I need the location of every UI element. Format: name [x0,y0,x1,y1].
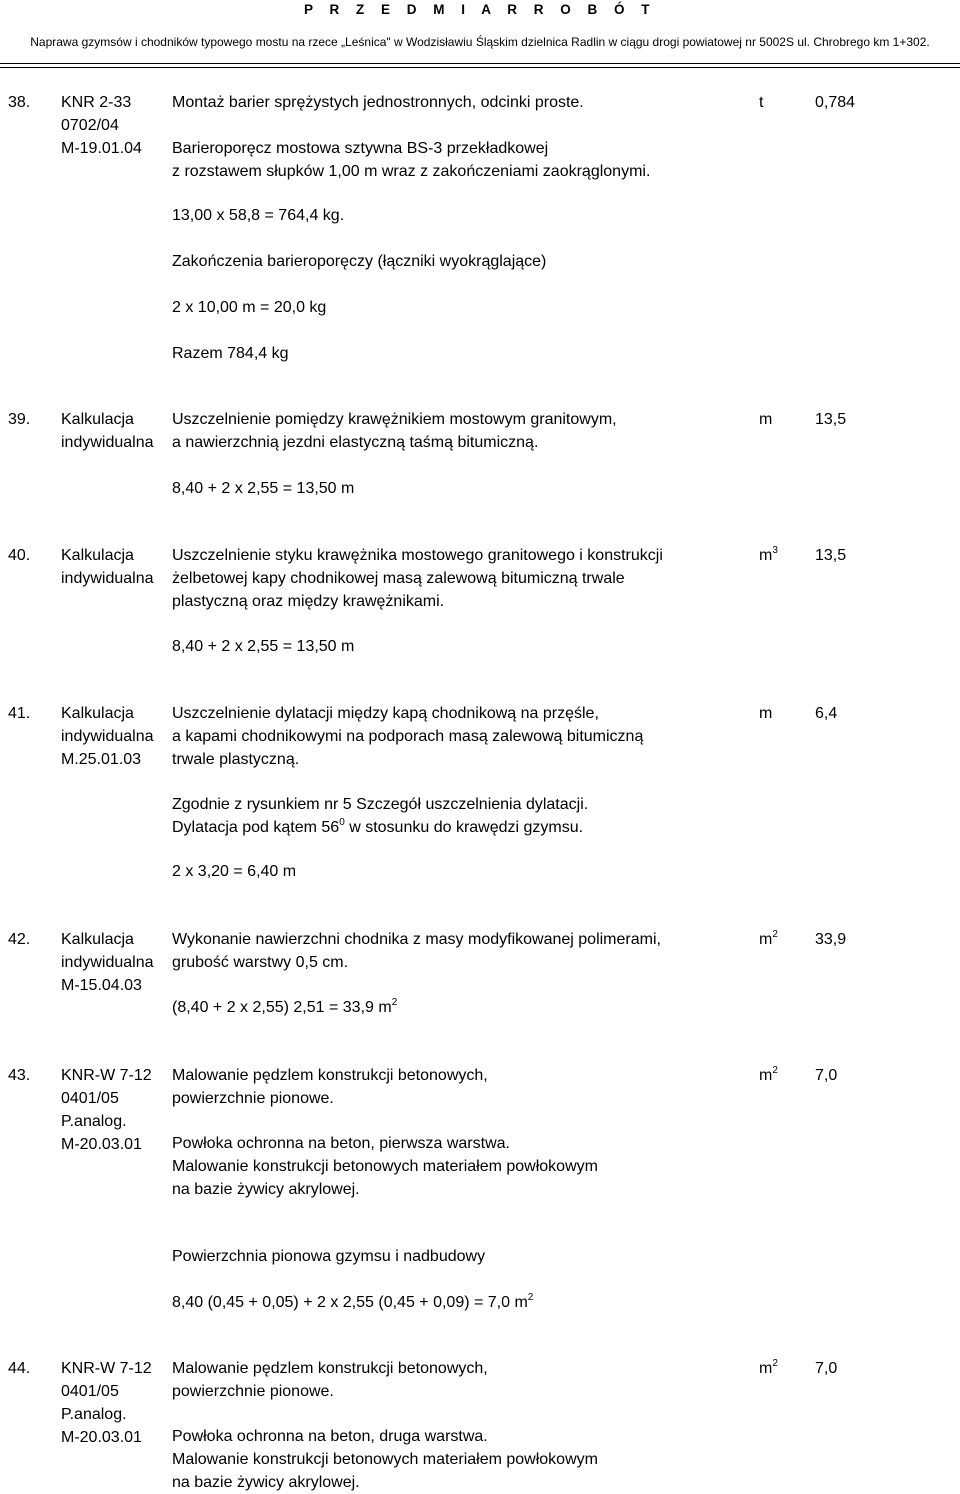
item-quantity: 7,0 [815,1067,838,1084]
item-calculation: 8,40 + 2 x 2,55 = 13,50 m [172,638,355,655]
item-description: Malowanie pędzlem konstrukcji betonowych, [172,1067,488,1084]
item-description: Wykonanie nawierzchni chodnika z masy modyfikowanej polimerami, [172,931,661,948]
item-unit: $m^2$ [759,1064,778,1084]
item-description: plastyczną oraz między krawężnikami. [172,593,445,610]
item-unit: $m^2$ [759,928,778,948]
item-number: 43. [8,1067,31,1084]
item-note: Powierzchnia pionowa gzymsu i nadbudowy [172,1248,486,1265]
item-quantity: 13,5 [815,547,847,564]
item-description: trwale plastyczną. [172,751,300,768]
item-code: Kalkulacja indywidualna M.25.01.03 [61,705,154,768]
item-description: Uszczelnienie dylatacji między kapą chodnikową na przęśle, [172,705,599,722]
item-code: KNR-W 7-12 0401/05 P.analog. M-20.03.01 [61,1067,152,1153]
header-divider [0,63,960,64]
item-unit: $m^3$ [759,544,778,564]
item-description: Uszczelnienie pomiędzy krawężnikiem mostowym granitowym, [172,411,617,428]
item-description: Zakończenia barieroporęczy (łączniki wyokrąglające) [172,253,547,270]
item-number: 38. [8,94,31,111]
item-description: Malowanie konstrukcji betonowych materiałem powłokowym [172,1158,598,1175]
item-number: 42. [8,931,31,948]
item-calculation: 13,00 x 58,8 = 764,4 kg. [172,207,345,224]
item-calculation: 8,40 + 2 x 2,55 = 13,50 m [172,480,355,497]
item-number: 44. [8,1360,31,1377]
item-quantity: 0,784 [815,94,856,111]
item-description: Malowanie konstrukcji betonowych materiałem powłokowym [172,1451,598,1468]
item-description: Powłoka ochronna na beton, pierwsza warstwa. [172,1135,510,1152]
item-description: Powłoka ochronna na beton, druga warstwa. [172,1428,488,1445]
item-unit: $m^2$ [759,1357,778,1377]
item-note: Dylatacja pod kątem $56^0$ w stosunku do krawędzi gzymsu. [172,816,584,836]
document-subtitle: Naprawa gzymsów i chodników typowego mostu na rzece „Leśnica" w Wodzisławiu Śląskim dzielnica Radlin w ciągu drogi powiatowej nr 5002S ul. Chrobrego km 1+302. [30,35,930,49]
item-calculation: 2 x 3,20 = 6,40 m [172,863,297,880]
item-description: Uszczelnienie styku krawężnika mostowego granitowego i konstrukcji [172,547,663,564]
item-code: Kalkulacja indywidualna [61,411,154,451]
item-description: powierzchnie pionowe. [172,1090,334,1107]
item-description: a kapami chodnikowymi na podporach masą zalewową bitumiczną [172,728,644,745]
item-description: z rozstawem słupków 1,00 m wraz z zakończeniami zaokrąglonymi. [172,163,651,180]
item-number: 40. [8,547,31,564]
item-description: na bazie żywicy akrylowej. [172,1181,360,1198]
item-description: Malowanie pędzlem konstrukcji betonowych, [172,1360,488,1377]
item-number: 41. [8,705,31,722]
unit-exponent: 3 [772,544,778,556]
item-description: grubość warstwy 0,5 cm. [172,954,349,971]
item-description: a nawierzchnią jezdni elastyczną taśmą bitumiczną. [172,434,539,451]
document-title: P R Z E D M I A R R O B Ó T [303,2,656,17]
unit-exponent: 2 [772,1357,778,1369]
item-code: Kalkulacja indywidualna M-15.04.03 [61,931,154,994]
item-calculation: 2 x 10,00 m = 20,0 kg [172,299,327,316]
item-description: Barieroporęcz mostowa sztywna BS-3 przekładkowej [172,140,549,157]
item-description: Montaż barier sprężystych jednostronnych, odcinki proste. [172,94,584,111]
item-note: Zgodnie z rysunkiem nr 5 Szczegół uszczelnienia dylatacji. [172,796,589,813]
item-quantity: 33,9 [815,931,847,948]
item-calculation: 8,40 (0,45 + 0,05) + 2 x 2,55 (0,45 + 0,09) = 7,0 $m^2$ [172,1291,534,1311]
item-quantity: 13,5 [815,411,847,428]
item-quantity: 6,4 [815,705,838,722]
item-code: KNR 2-33 0702/04 M-19.01.04 [61,94,142,157]
item-unit: t [759,94,764,111]
item-description: powierzchnie pionowe. [172,1383,334,1400]
unit-exponent: 2 [772,1064,778,1076]
item-description: na bazie żywicy akrylowej. [172,1474,360,1491]
item-unit: m [759,411,773,428]
item-number: 39. [8,411,31,428]
item-unit: m [759,705,773,722]
item-total: Razem 784,4 kg [172,345,289,362]
unit-exponent: 2 [772,928,778,940]
item-calculation: (8,40 + 2 x 2,55) 2,51 = 33,9 $m^2$ [172,996,398,1016]
item-code: Kalkulacja indywidualna [61,547,154,587]
item-description: żelbetowej kapy chodnikowej masą zalewową bitumiczną trwale [172,570,625,587]
item-code: KNR-W 7-12 0401/05 P.analog. M-20.03.01 [61,1360,152,1446]
header-divider [0,67,960,68]
item-quantity: 7,0 [815,1360,838,1377]
